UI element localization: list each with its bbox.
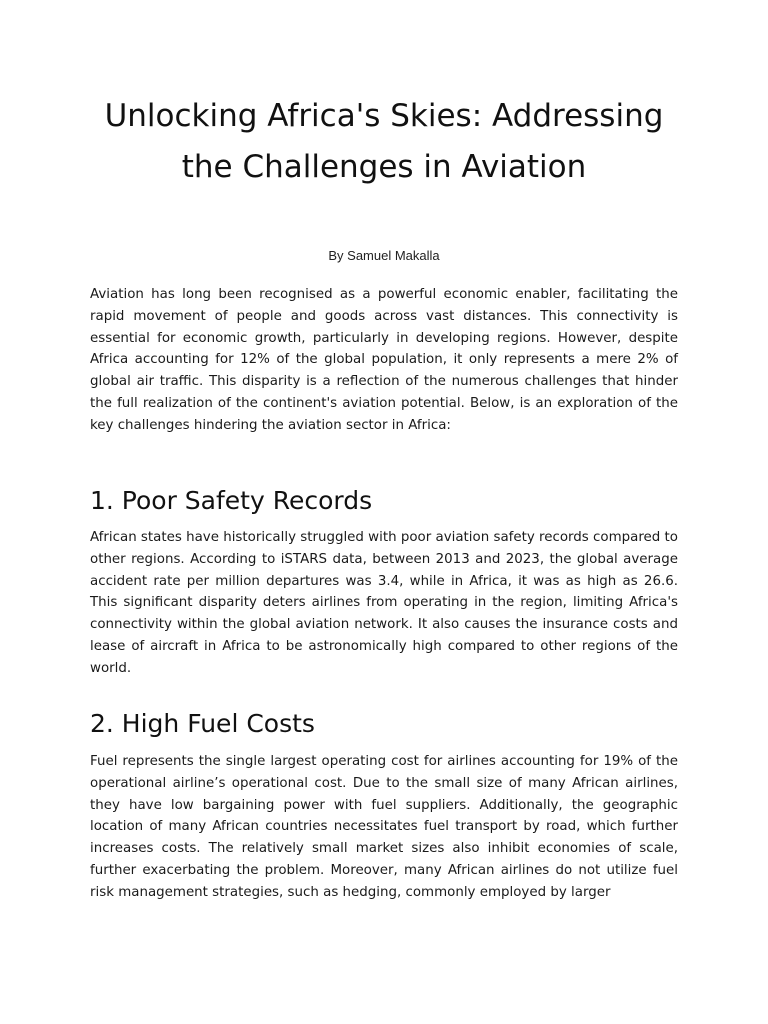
- article-byline: By Samuel Makalla: [328, 248, 440, 263]
- section-heading-high-fuel-costs: 2. High Fuel Costs: [90, 709, 315, 738]
- section-body-high-fuel-costs: Fuel represents the single largest operating cost for airlines accounting for 19% of the operational airline’s operational cost. Due to the small size of many African airlines, they have low bargaining power with fuel suppliers. Additionally, the geographic location of many African countries necessitates fuel transport by road, which further increases costs. The relatively small market sizes also inhibit economies of scale, further exacerbating the problem. Moreover, many African airlines do not utilize fuel risk management strategies, such as hedging, commonly employed by larger: [90, 754, 678, 900]
- section-heading-poor-safety-records: 1. Poor Safety Records: [90, 486, 373, 515]
- article-title: Unlocking Africa's Skies: Addressing the Challenges in Aviation: [104, 98, 664, 185]
- intro-paragraph: Aviation has long been recognised as a powerful economic enabler, facilitating the rapid movement of people and goods across vast distances. This connectivity is essential for economic growth, particularly in developing regions. However, despite Africa accounting for 12% of the global population, it only represents a mere 2% of global air traffic. This disparity is a reflection of the numerous challenges that hinder the full realization of the continent's aviation potential. Below, is an exploration of the key challenges hindering the aviation sector in Africa:: [90, 287, 678, 433]
- section-body-poor-safety-records: African states have historically struggled with poor aviation safety records compared to other regions. According to iSTARS data, between 2013 and 2023, the global average accident rate per million departures was 3.4, while in Africa, it was as high as 26.6. This significant disparity deters airlines from operating in the region, limiting Africa's connectivity within the global aviation network. It also causes the insurance costs and lease of aircraft in Africa to be astronomically high compared to other regions of the world.: [90, 530, 678, 676]
